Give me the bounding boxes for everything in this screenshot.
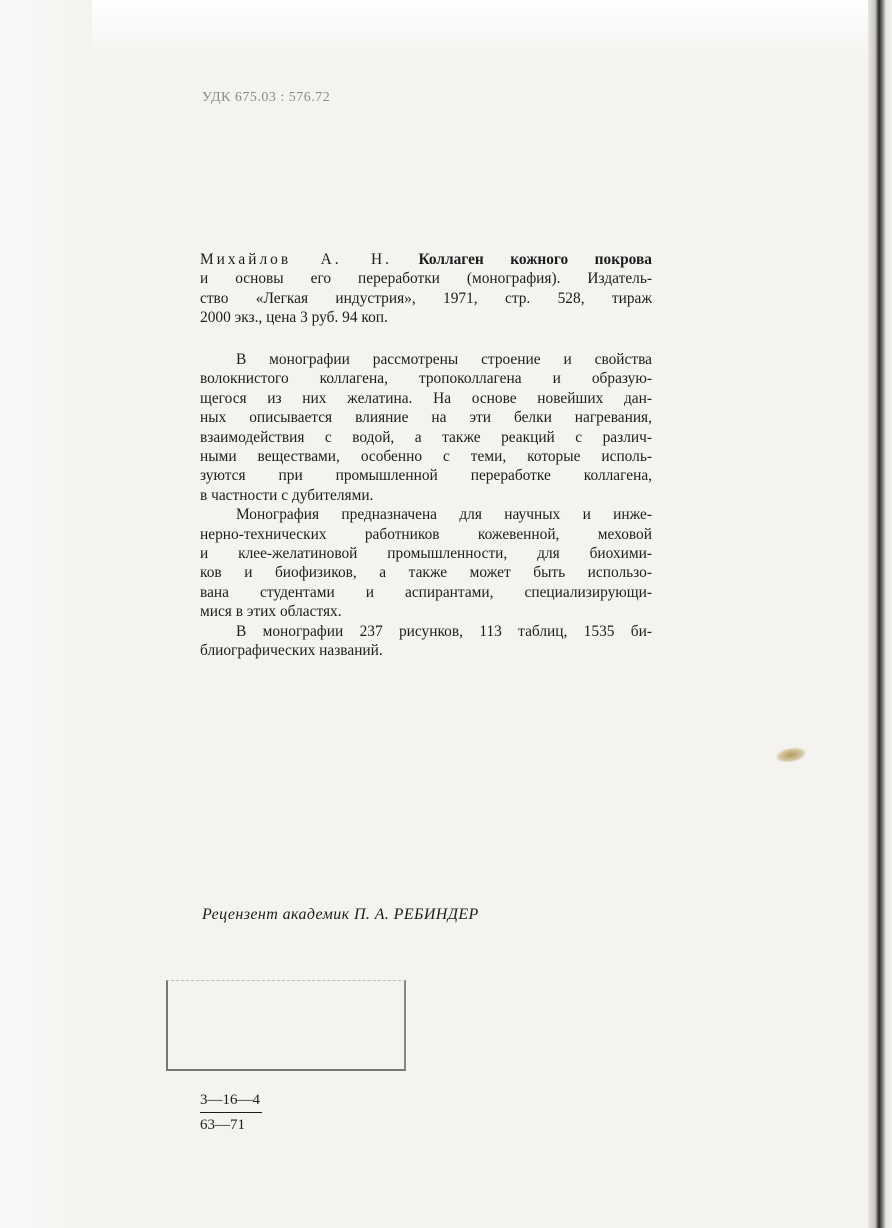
code-bottom: 63—71	[200, 1117, 245, 1133]
abstract-line: зуются при промышленной переработке коллагена,	[200, 467, 652, 485]
abstract-line: взаимодействия с водой, а также реакций с различ-	[200, 428, 652, 446]
biblio-line-2: и основы его переработки (монография). Издатель-	[200, 270, 652, 288]
abstract-line: В монографии рассмотрены строение и свойства	[236, 351, 652, 368]
biblio-line-4: 2000 экз., цена 3 руб. 94 коп.	[200, 309, 388, 327]
paper-stain	[775, 746, 807, 765]
abstract-line: нерно-технических работников кожевенной, меховой	[200, 525, 652, 543]
abstract-line: щегося из них желатина. На основе новейших дан-	[200, 389, 652, 407]
page-left-margin	[0, 0, 92, 1228]
abstract-line: ными веществами, особенно с теми, которые исполь-	[200, 448, 652, 466]
udk-code: УДК 675.03 : 576.72	[202, 90, 331, 105]
abstract-line: мися в этих областях.	[200, 603, 342, 621]
abstract-line: вана студентами и аспирантами, специализирующи-	[200, 583, 652, 601]
biblio-line-3: ство «Легкая индустрия», 1971, стр. 528, тираж	[200, 289, 652, 307]
abstract-line: и клее-желатиновой промышленности, для биохими-	[200, 545, 652, 563]
page-top-shade	[0, 0, 892, 60]
code-top: 3—16—4	[200, 1088, 262, 1113]
binding-edge	[868, 0, 892, 1228]
reviewer-credit: Рецензент академик П. А. РЕБИНДЕР	[202, 906, 479, 923]
abstract-line: блиографических названий.	[200, 642, 383, 660]
abstract-line: в частности с дубителями.	[200, 486, 374, 504]
abstract	[200, 350, 652, 661]
abstract-line: ков и биофизиков, а также может быть использо-	[200, 564, 652, 582]
abstract-line: ных описывается влияние на эти белки нагревания,	[200, 409, 652, 427]
book-title: Коллаген кожного покрова	[418, 251, 652, 268]
abstract-line: волокнистого коллагена, тропоколлагена и образую-	[200, 370, 652, 388]
author-name: Михайлов А. Н.	[200, 251, 392, 268]
publication-codes	[200, 1088, 262, 1137]
library-stamp-frame	[166, 980, 406, 1071]
abstract-line: В монографии 237 рисунков, 113 таблиц, 1535 би-	[236, 622, 652, 640]
biblio-line-1	[200, 250, 652, 269]
bibliographic-entry	[200, 250, 652, 328]
abstract-line: Монография предназначена для научных и инже-	[236, 506, 652, 524]
